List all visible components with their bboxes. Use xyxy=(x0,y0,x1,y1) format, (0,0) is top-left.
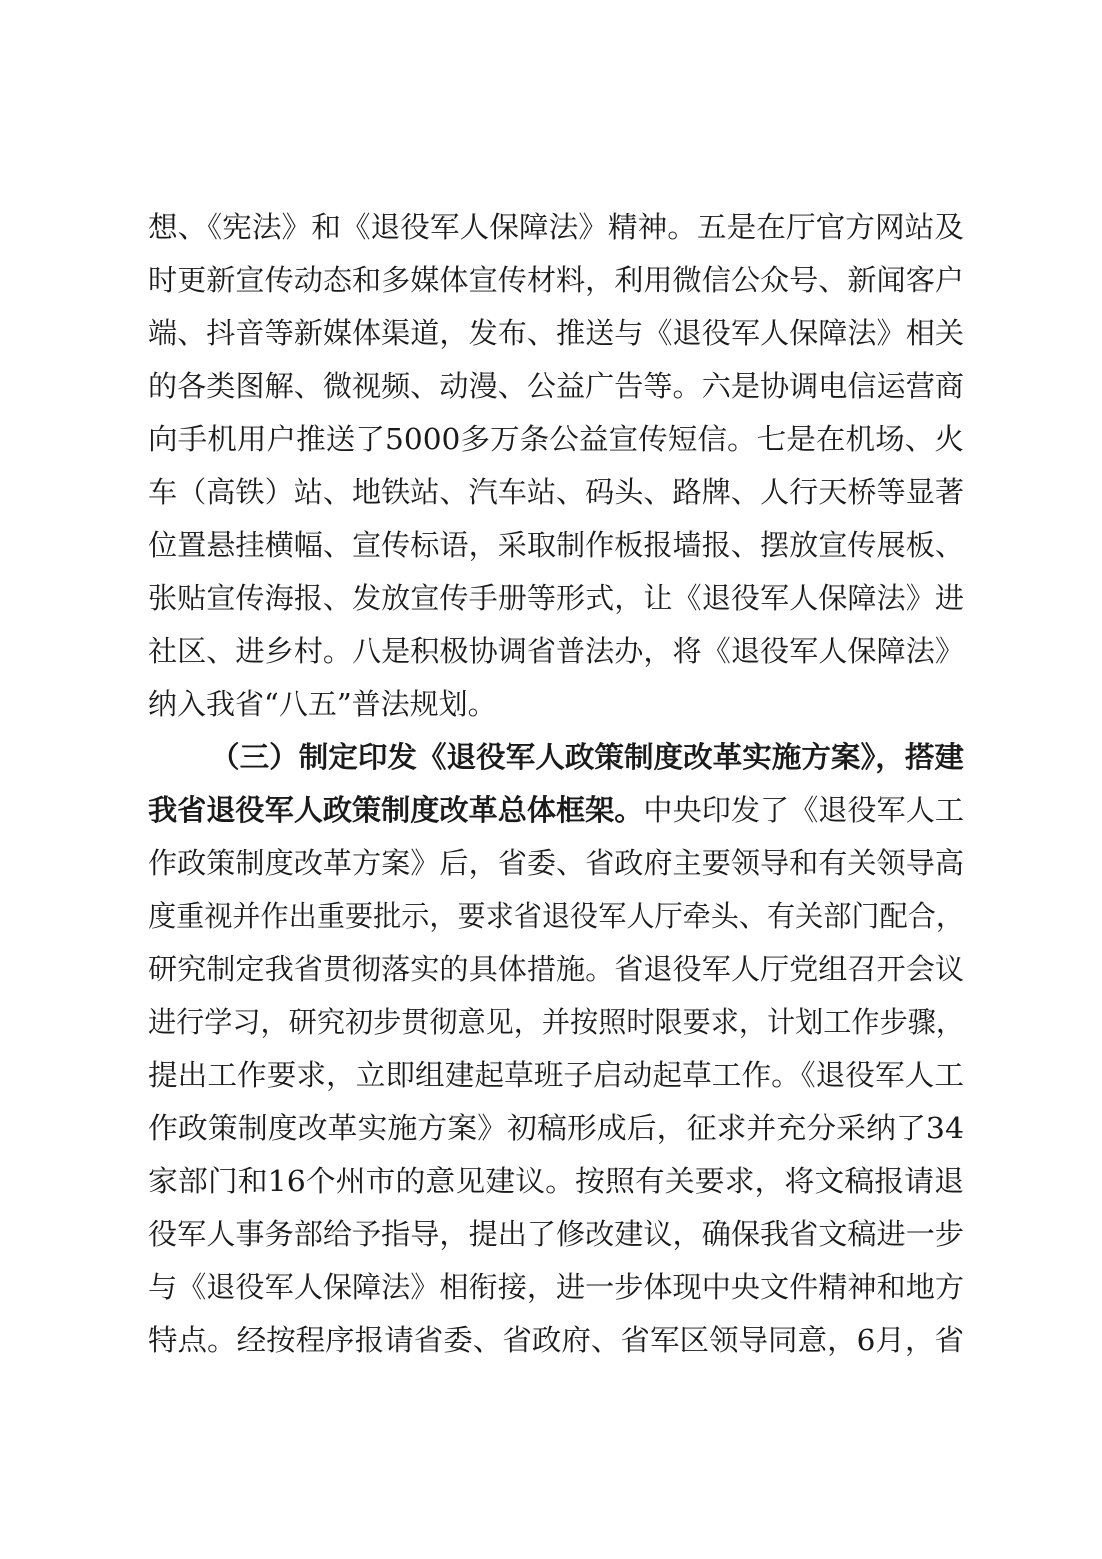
body-text: 提出工作要求，立即组建起草班子启动起草工作。《退役军人工 xyxy=(148,1058,965,1092)
line-content xyxy=(148,1314,964,1367)
text-line xyxy=(148,890,964,943)
body-text: 社区、进乡村。八是积极协调省普法办，将《退役军人保障法》 xyxy=(148,634,964,668)
text-line xyxy=(148,572,964,625)
text-line xyxy=(148,1208,964,1261)
line-content xyxy=(148,1155,964,1208)
body-text: 张贴宣传海报、发放宣传手册等形式，让《退役军人保障法》进 xyxy=(148,581,964,615)
body-text: 役军人事务部给予指导，提出了修改建议，确保我省文稿进一步 xyxy=(148,1217,964,1251)
line-content xyxy=(148,201,964,254)
body-text: 车（高铁）站、地铁站、汽车站、码头、路牌、人行天桥等显著 xyxy=(148,475,964,509)
body-text: 特点。经按程序报请省委、省政府、省军区领导同意，6月，省 xyxy=(148,1323,964,1357)
body-text: 作政策制度改革方案》后，省委、省政府主要领导和有关领导高 xyxy=(148,846,964,880)
line-content xyxy=(148,784,964,837)
text-line xyxy=(148,784,964,837)
bold-heading-text: （三）制定印发《退役军人政策制度改革实施方案》，搭建 xyxy=(210,740,964,774)
line-content xyxy=(148,413,964,466)
body-text: 进行学习，研究初步贯彻意见，并按照时限要求，计划工作步骤， xyxy=(148,1005,964,1039)
line-content xyxy=(148,678,497,731)
line-content xyxy=(148,837,964,890)
line-content xyxy=(148,890,964,943)
text-line xyxy=(148,943,964,996)
line-content xyxy=(148,1261,964,1314)
body-text: 向手机用户推送了5000多万条公益宣传短信。七是在机场、火 xyxy=(148,422,964,456)
line-content xyxy=(148,1102,964,1155)
line-content xyxy=(210,731,964,784)
line-content xyxy=(148,1049,964,1102)
text-line xyxy=(148,201,964,254)
line-content xyxy=(148,360,964,413)
text-line xyxy=(148,1102,964,1155)
text-line xyxy=(148,1049,964,1102)
body-text: 作政策制度改革实施方案》初稿形成后，征求并充分采纳了34 xyxy=(148,1111,964,1145)
line-content xyxy=(148,519,964,572)
text-line xyxy=(148,1155,964,1208)
line-content xyxy=(148,996,964,1049)
body-text: 端、抖音等新媒体渠道，发布、推送与《退役军人保障法》相关 xyxy=(148,316,964,350)
text-line xyxy=(148,307,964,360)
line-content xyxy=(148,572,964,625)
body-text: 家部门和16个州市的意见建议。按照有关要求，将文稿报请退 xyxy=(148,1164,964,1198)
line-content xyxy=(148,254,964,307)
text-line xyxy=(148,678,964,731)
text-line xyxy=(148,996,964,1049)
text-line xyxy=(148,413,964,466)
body-text: 与《退役军人保障法》相衔接，进一步体现中央文件精神和地方 xyxy=(148,1270,964,1304)
text-line xyxy=(148,360,964,413)
line-content xyxy=(148,466,964,519)
line-content xyxy=(148,1208,964,1261)
text-line xyxy=(148,254,964,307)
line-content xyxy=(148,307,964,360)
text-line xyxy=(148,837,964,890)
document-body xyxy=(148,201,964,1367)
body-text: 位置悬挂横幅、宣传标语，采取制作板报墙报、摆放宣传展板、 xyxy=(148,528,964,562)
body-text: 纳入我省“八五”普法规划。 xyxy=(148,687,497,721)
text-line xyxy=(148,1261,964,1314)
text-line xyxy=(148,1314,964,1367)
body-text: 的各类图解、微视频、动漫、公益广告等。六是协调电信运营商 xyxy=(148,369,964,403)
text-line xyxy=(148,519,964,572)
text-line xyxy=(148,731,964,784)
body-text: 时更新宣传动态和多媒体宣传材料，利用微信公众号、新闻客户 xyxy=(148,263,964,297)
body-text: 想、《宪法》和《退役军人保障法》精神。五是在厅官方网站及 xyxy=(148,210,965,244)
body-text: 中央印发了《退役军人工 xyxy=(643,793,964,827)
bold-heading-text: 我省退役军人政策制度改革总体框架。 xyxy=(148,793,644,827)
body-text: 度重视并作出重要批示，要求省退役军人厅牵头、有关部门配合， xyxy=(148,899,964,933)
body-text: 研究制定我省贯彻落实的具体措施。省退役军人厅党组召开会议 xyxy=(148,952,964,986)
text-line xyxy=(148,466,964,519)
text-line xyxy=(148,625,964,678)
line-content xyxy=(148,625,964,678)
line-content xyxy=(148,943,964,996)
